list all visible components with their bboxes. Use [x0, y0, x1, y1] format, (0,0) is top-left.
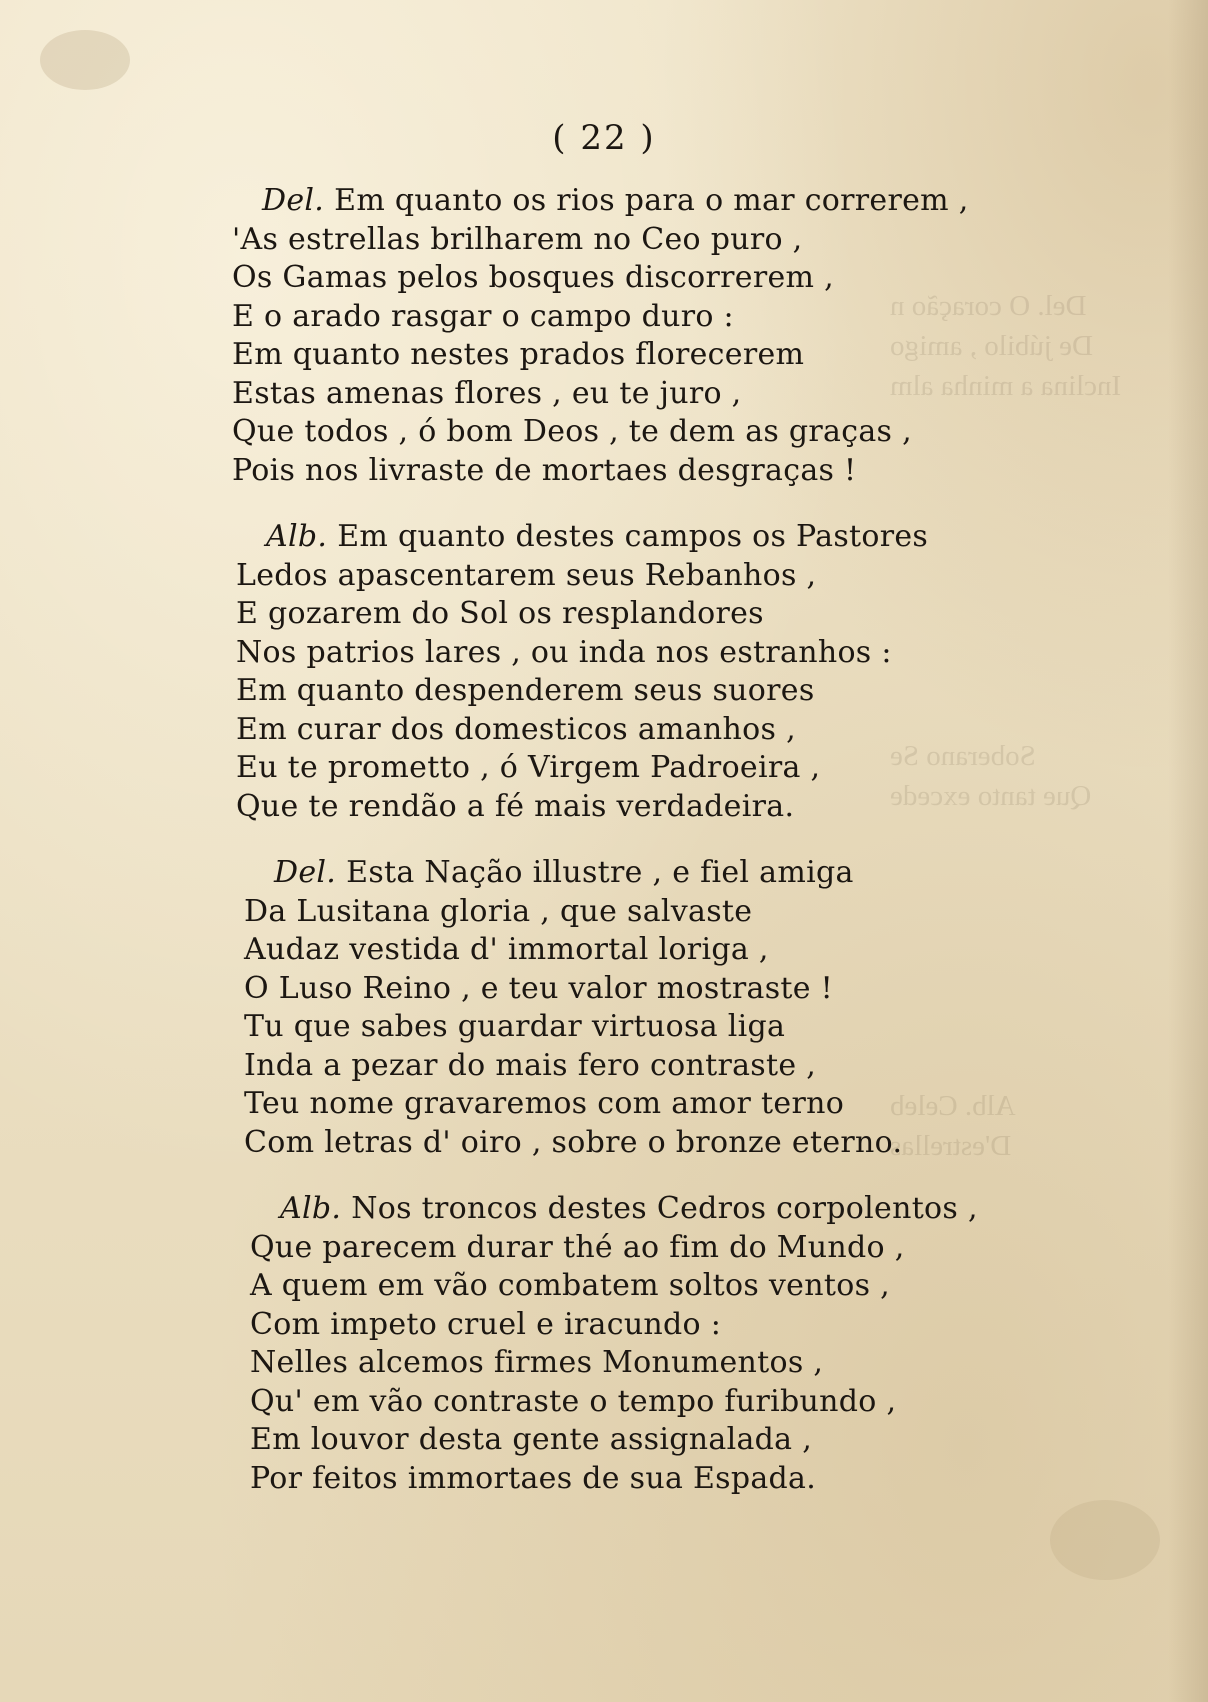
bleed-through-text: Inclina a minha alm [890, 370, 1122, 402]
verse-line: O Luso Reino , e teu valor mostraste ! [244, 970, 834, 1006]
verse-line: Em curar dos domesticos amanhos , [236, 711, 796, 747]
verse-line: Estas amenas flores , eu te juro , [232, 375, 742, 411]
verse-line [232, 182, 969, 221]
verse-line: Com letras d' oiro , sobre o bronze eterno. [244, 1124, 903, 1160]
verse-line: Em louvor desta gente assignalada , [250, 1422, 813, 1457]
verse-line: E o arado rasgar o campo duro : [232, 298, 734, 334]
page-edge-shadow [1168, 0, 1208, 1702]
verse-line: Que todos , ó bom Deos , te dem as graças , [232, 414, 912, 449]
speaker-label: Alb. [266, 519, 328, 554]
stanza-2 [236, 518, 928, 826]
verse-line: Pois nos livraste de mortaes desgraças ! [232, 452, 857, 488]
bleed-through-text: D'estrellas [890, 1130, 1012, 1162]
verse-line [244, 854, 902, 893]
verse-text: Em quanto os rios para o mar correrem , [334, 183, 969, 218]
bleed-through-text: Alb. Celeb [890, 1090, 1016, 1122]
verse-line: Em quanto despenderem seus suores [236, 673, 815, 708]
bleed-through-text: Soberano Se [890, 740, 1036, 772]
verse-line: A quem em vão combatem soltos ventos , [250, 1268, 890, 1303]
verse-line: Audaz vestida d' immortal loriga , [244, 932, 769, 967]
page-number: ( 22 ) [552, 118, 656, 158]
speaker-label: Alb. [280, 1191, 342, 1226]
verse-line: Por feitos immortaes de sua Espada. [250, 1460, 817, 1496]
stanza-4 [250, 1190, 978, 1498]
bleed-through-text: De júbilo , amigo [890, 330, 1093, 362]
verse-line: 'As estrellas brilharem no Ceo puro , [232, 221, 803, 257]
speaker-label: Del. [262, 183, 325, 218]
verse-line: Da Lusitana gloria , que salvaste [244, 893, 753, 929]
bleed-through-text: Que tanto excede [890, 780, 1092, 812]
verse-line: E gozarem do Sol os resplandores [236, 596, 764, 631]
verse-line: Que te rendão a fé mais verdadeira. [236, 788, 795, 824]
verse-line: Inda a pezar do mais fero contraste , [244, 1047, 817, 1083]
verse-line: Nelles alcemos firmes Monumentos , [250, 1345, 824, 1380]
verse-line: Nos patrios lares , ou inda nos estranhos : [236, 634, 892, 670]
verse-text: Esta Nação illustre , e fiel amiga [346, 855, 854, 890]
paper-stain [1050, 1500, 1160, 1580]
speaker-label: Del. [274, 855, 337, 890]
stanza-1 [232, 182, 969, 490]
bleed-through-text: Del. O coração n [890, 290, 1087, 322]
verse-line: Com impeto cruel e iracundo : [250, 1306, 722, 1342]
verse-line [250, 1190, 978, 1229]
verse-line: Eu te prometto , ó Virgem Padroeira , [236, 750, 821, 785]
verse-text: Em quanto destes campos os Pastores [337, 519, 929, 554]
verse-line: Tu que sabes guardar virtuosa liga [244, 1009, 786, 1044]
verse-line [236, 518, 928, 557]
verse-line: Os Gamas pelos bosques discorrerem , [232, 260, 834, 295]
verse-line: Qu' em vão contraste o tempo furibundo , [250, 1383, 897, 1419]
stanza-3 [244, 854, 902, 1162]
verse-line: Em quanto nestes prados florecerem [232, 337, 805, 372]
verse-line: Ledos apascentarem seus Rebanhos , [236, 557, 817, 593]
paper-stain [40, 30, 130, 90]
verse-line: Que parecem durar thé ao fim do Mundo , [250, 1229, 905, 1265]
verse-line: Teu nome gravaremos com amor terno [244, 1086, 845, 1121]
verse-text: Nos troncos destes Cedros corpolentos , [351, 1191, 978, 1226]
